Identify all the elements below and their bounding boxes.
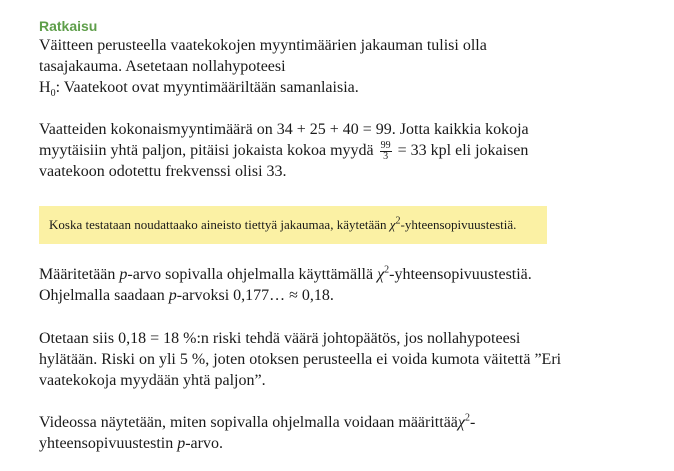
fraction	[380, 141, 392, 162]
p-symbol: p	[168, 287, 177, 304]
text-line-with-fraction	[39, 140, 528, 162]
null-hypothesis	[39, 77, 359, 98]
text-segment: -yhteensopivuustestiä.	[389, 266, 532, 283]
text-segment: -arvo sopivalla ohjelmalla käyttämällä	[127, 266, 378, 283]
text-segment: Videossa näytetään, miten sopivalla ohjelmalla voidaan määrittää	[39, 414, 458, 431]
note-text: Koska testataan noudattaako aineisto tiettyä jakaumaa, käytetään	[49, 217, 390, 232]
text-line: Väitteen perusteella vaatekokojen myyntimäärien jakauman tulisi olla	[39, 37, 487, 54]
text-line	[39, 285, 334, 306]
info-note-box	[39, 206, 547, 244]
fraction-denominator: 3	[383, 150, 389, 162]
text-line: vaatekoon odotettu frekvenssi olisi 33.	[39, 163, 287, 180]
chi-symbol: χ	[377, 266, 385, 283]
p-symbol: p	[119, 266, 128, 283]
text-segment: -	[469, 414, 476, 431]
text-segment: myytäisiin yhtä paljon, pitäisi jokaista kokoa myydä	[39, 142, 378, 159]
p-symbol: p	[177, 435, 186, 452]
text-line: tasajakauma. Asetetaan nollahypoteesi	[39, 58, 286, 75]
fraction-numerator: 99	[380, 139, 391, 151]
text-line	[39, 412, 475, 433]
text-line	[39, 433, 223, 454]
h0-symbol: H	[39, 79, 51, 96]
text-line: Vaatteiden kokonaismyyntimäärä on 34 + 25 + 40 = 99. Jotta kaikkia kokoja	[39, 121, 529, 138]
text-line: Otetaan siis 0,18 = 18 %:n riski tehdä väärä johtopäätös, jos nollahypoteesi	[39, 330, 521, 347]
solution-heading: Ratkaisu	[39, 18, 98, 34]
text-line: vaatekokoja myydään yhtä paljon”.	[39, 372, 266, 389]
h0-subscript: 0	[50, 88, 56, 100]
text-line	[39, 264, 532, 285]
chi-symbol: χ	[389, 217, 396, 232]
text-segment: -arvoksi 0,177… ≈ 0,18.	[176, 287, 334, 304]
chi-exponent: 2	[384, 264, 390, 276]
chi-symbol: χ	[457, 414, 465, 431]
text-segment: Määritetään	[39, 266, 120, 283]
text-segment: = 33 kpl eli jokaisen	[393, 142, 529, 159]
chi-exponent: 2	[464, 412, 470, 424]
text-segment: -arvo.	[185, 435, 223, 452]
note-text: -yhteensopivuustestiä.	[400, 217, 517, 232]
text-line: hylätään. Riski on yli 5 %, joten otoksen perusteella ei voida kumota väitettä ”Eri	[39, 351, 562, 368]
text-segment: yhteensopivuustestin	[39, 435, 178, 452]
h0-text: : Vaatekoot ovat myyntimääriltään samanlaisia.	[55, 79, 359, 96]
text-segment: Ohjelmalla saadaan	[39, 287, 169, 304]
chi-exponent: 2	[395, 215, 401, 227]
